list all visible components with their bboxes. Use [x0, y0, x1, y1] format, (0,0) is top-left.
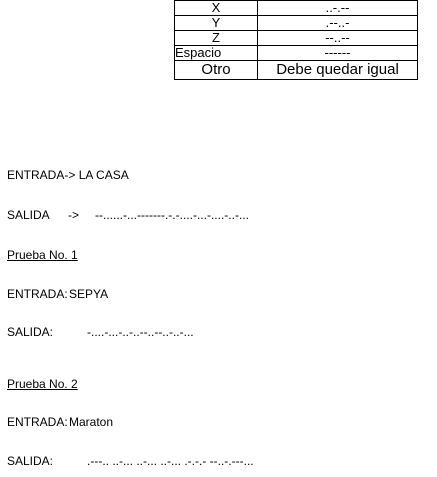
morse-code-table	[174, 0, 418, 80]
table-cell-key: Espacio	[175, 46, 258, 61]
salida-label: SALIDA	[7, 208, 50, 222]
table-row	[175, 31, 418, 46]
table-cell-key: Z	[175, 31, 258, 46]
salida-value: -....-...-..-..--..--..-..-...	[87, 325, 194, 339]
salida-value: .---.. ..-... ..-... ..-... .-.-.- --..-.---...	[87, 454, 254, 468]
example-salida-line	[7, 208, 249, 222]
test-2-entrada-line	[7, 415, 113, 429]
test-2-title: Prueba No. 2	[7, 377, 78, 391]
entrada-label: ENTRADA:	[7, 415, 68, 429]
example-entrada-line	[7, 168, 129, 182]
table-cell-value: ..-.--	[258, 1, 418, 16]
table-cell-value: --..--	[258, 31, 418, 46]
table-row	[175, 61, 418, 80]
entrada-value: Maraton	[69, 415, 114, 429]
salida-label: SALIDA:	[7, 325, 54, 339]
entrada-value: SEPYA	[69, 287, 109, 301]
table-cell-value: .--..-	[258, 16, 418, 31]
salida-label: SALIDA:	[7, 454, 54, 468]
test-1-title: Prueba No. 1	[7, 248, 78, 262]
test-2-salida-line	[7, 454, 254, 468]
table-cell-key: Otro	[175, 61, 258, 80]
test-1-salida-line	[7, 325, 194, 339]
entrada-label: ENTRADA:	[7, 287, 68, 301]
entrada-label: ENTRADA->	[7, 168, 76, 182]
entrada-value: LA CASA	[78, 168, 129, 182]
table-cell-key: Y	[175, 16, 258, 31]
salida-arrow: ->	[68, 208, 80, 222]
table-row	[175, 46, 418, 61]
table-row	[175, 1, 418, 16]
table-cell-value: ------	[258, 46, 418, 61]
table-cell-key: X	[175, 1, 258, 16]
salida-value: --......-...-------.-.-....-...-....-..-...	[95, 208, 249, 222]
table-cell-value: Debe quedar igual	[258, 61, 418, 80]
test-1-entrada-line	[7, 287, 108, 301]
table-row	[175, 16, 418, 31]
